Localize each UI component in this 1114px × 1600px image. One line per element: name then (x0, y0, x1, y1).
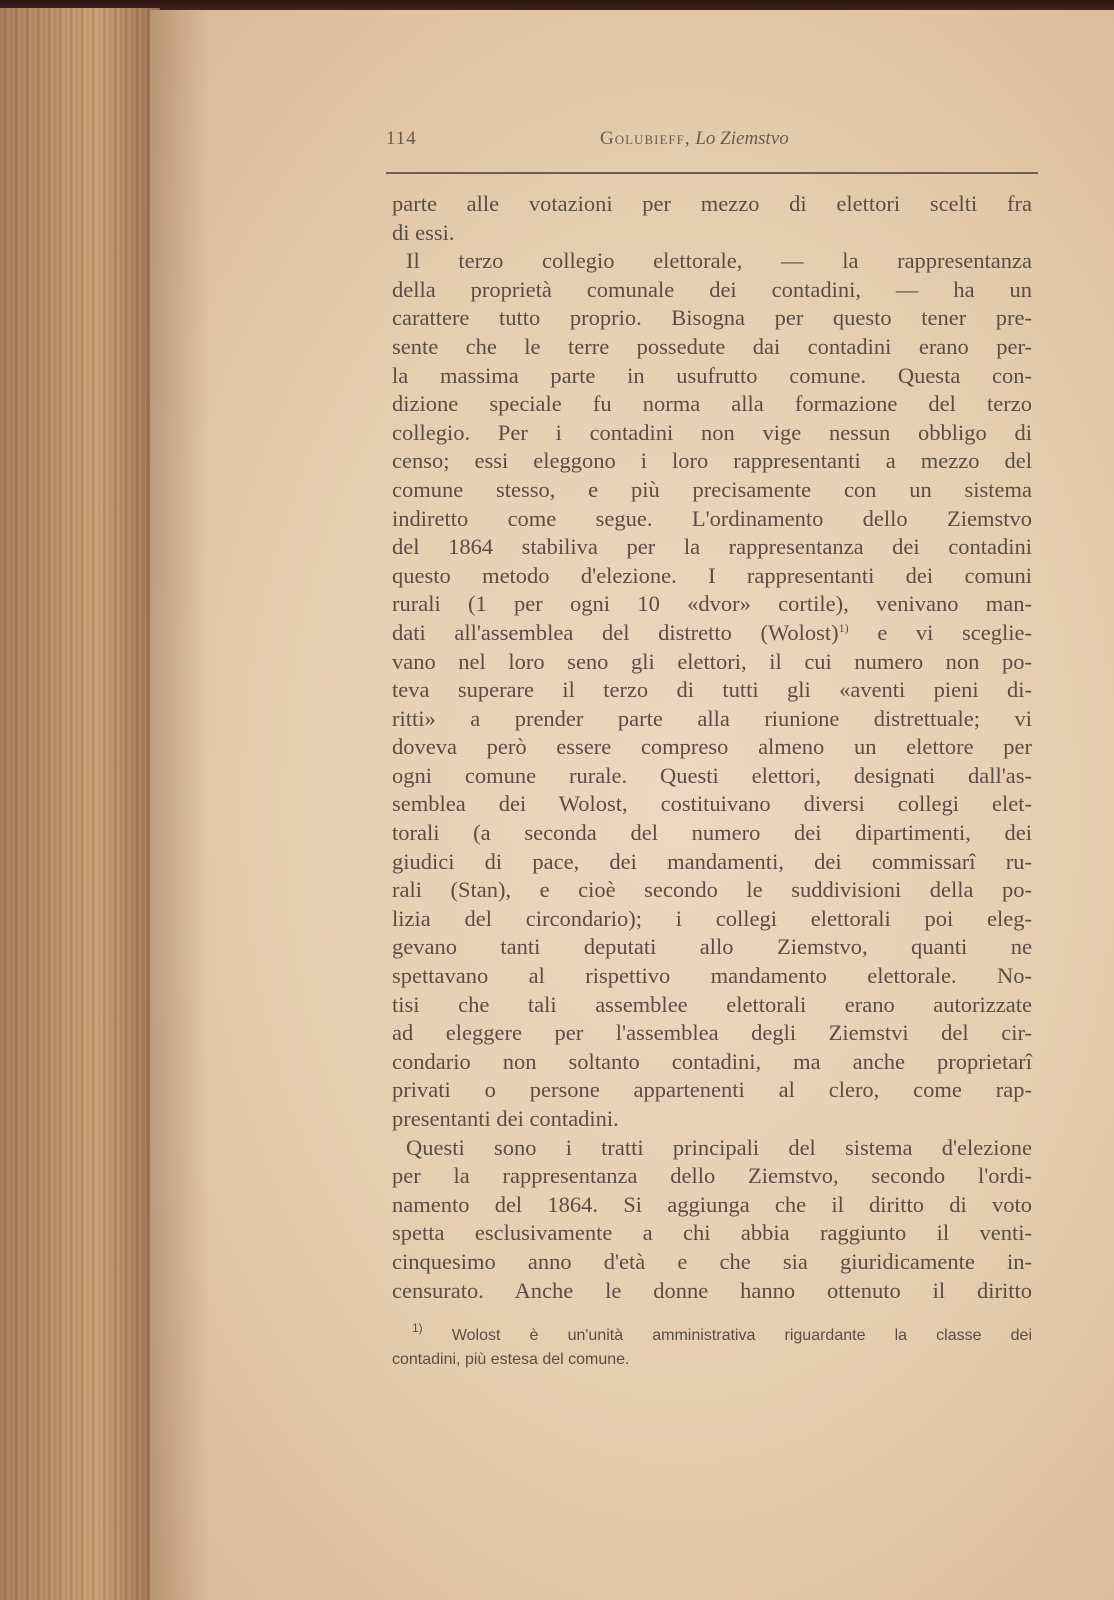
text-line: ad eleggere per l'assemblea degli Ziemstvi del cir- (392, 1020, 1032, 1046)
page-edges-shadow (0, 8, 160, 1600)
page-gutter-shadow (150, 10, 210, 1600)
text-line: censo; essi eleggono i loro rappresentanti a mezzo del (392, 448, 1032, 474)
page-number: 114 (386, 128, 417, 149)
text-line: condario non soltanto contadini, ma anche proprietarî (392, 1048, 1032, 1074)
text-line: spetta esclusivamente a chi abbia raggiunto il venti- (392, 1220, 1032, 1246)
running-title (600, 128, 789, 150)
text-line: torali (a seconda del numero dei dipartimenti, dei (392, 820, 1032, 846)
text-line: indiretto come segue. L'ordinamento dello Ziemstvo (392, 505, 1032, 531)
text-line: della proprietà comunale dei contadini, — ha un (392, 276, 1032, 302)
footnote-line (392, 1321, 1033, 1348)
text-line: Il terzo collegio elettorale, — la rappresentanza (406, 248, 1032, 274)
footnote-text: Wolost è un'unità amministrativa riguardante la classe dei (451, 1327, 1033, 1344)
text-line: comune stesso, e più precisamente con un sistema (392, 476, 1032, 502)
text-segment: e vi sceglie- (877, 619, 1033, 645)
text-line: Questi sono i tratti principali del sistema d'elezione (406, 1134, 1032, 1160)
text-line: semblea dei Wolost, costituivano diversi collegi elet- (392, 791, 1032, 817)
text-line: namento del 1864. Si aggiunga che il diritto di voto (392, 1191, 1032, 1217)
text-segment: dati all'assemblea del distretto (Wolost) (392, 619, 839, 645)
text-line-with-note (392, 619, 1032, 648)
author-name: Golubieff, (600, 128, 691, 149)
header-rule (386, 172, 1038, 174)
text-line: lizia del circondario); i collegi elettorali poi eleg- (392, 905, 1032, 931)
text-line: questo metodo d'elezione. I rappresentanti dei comuni (392, 562, 1032, 588)
text-line: carattere tutto proprio. Bisogna per questo tener pre- (392, 305, 1032, 331)
text-line: ritti» a prender parte alla riunione distrettuale; vi (392, 705, 1032, 731)
footnote-marker: 1) (412, 1321, 423, 1335)
text-line: parte alle votazioni per mezzo di elettori scelti fra (392, 191, 1032, 216)
text-line: presentanti dei contadini. (392, 1106, 619, 1131)
text-line: collegio. Per i contadini non vige nessun obbligo di (392, 419, 1032, 445)
text-line: rurali (1 per ogni 10 «dvor» cortile), venivano man- (392, 591, 1032, 617)
text-line: vano nel loro seno gli elettori, il cui numero non po- (392, 648, 1032, 674)
text-line: giudici di pace, dei mandamenti, dei commissarî ru- (392, 848, 1032, 874)
text-line: dizione speciale fu norma alla formazione del terzo (392, 391, 1032, 417)
footnote-line: contadini, più estesa del comune. (392, 1351, 630, 1368)
footnote-reference: 1) (838, 620, 849, 635)
text-line: censurato. Anche le donne hanno ottenuto il diritto (392, 1277, 1032, 1303)
text-line: cinquesimo anno d'età e che sia giuridicamente in- (392, 1248, 1032, 1274)
body-text (392, 190, 1032, 1305)
text-line: del 1864 stabiliva per la rappresentanza dei contadini (392, 534, 1032, 560)
text-line: gevano tanti deputati allo Ziemstvo, quanti ne (392, 934, 1032, 960)
text-line: doveva però essere compreso almeno un elettore per (392, 734, 1032, 760)
footnote (392, 1321, 1033, 1372)
text-line: di essi. (392, 219, 455, 245)
text-line: sente che le terre possedute dai contadini erano per- (392, 333, 1032, 359)
work-title: Lo Ziemstvo (695, 128, 789, 149)
text-line: per la rappresentanza dello Ziemstvo, secondo l'ordi- (392, 1163, 1032, 1189)
text-line: rali (Stan), e cioè secondo le suddivisioni della po- (392, 877, 1032, 903)
text-line: teva superare il terzo di tutti gli «aventi pieni di- (392, 677, 1032, 703)
running-header (386, 128, 1038, 158)
text-line: tisi che tali assemblee elettorali erano autorizzate (392, 991, 1032, 1017)
text-line: spettavano al rispettivo mandamento elettorale. No- (392, 963, 1032, 989)
text-line: privati o persone appartenenti al clero, come rap- (392, 1077, 1032, 1103)
text-line: la massima parte in usufrutto comune. Questa con- (392, 362, 1032, 388)
text-line: ogni comune rurale. Questi elettori, designati dall'as- (392, 762, 1032, 788)
